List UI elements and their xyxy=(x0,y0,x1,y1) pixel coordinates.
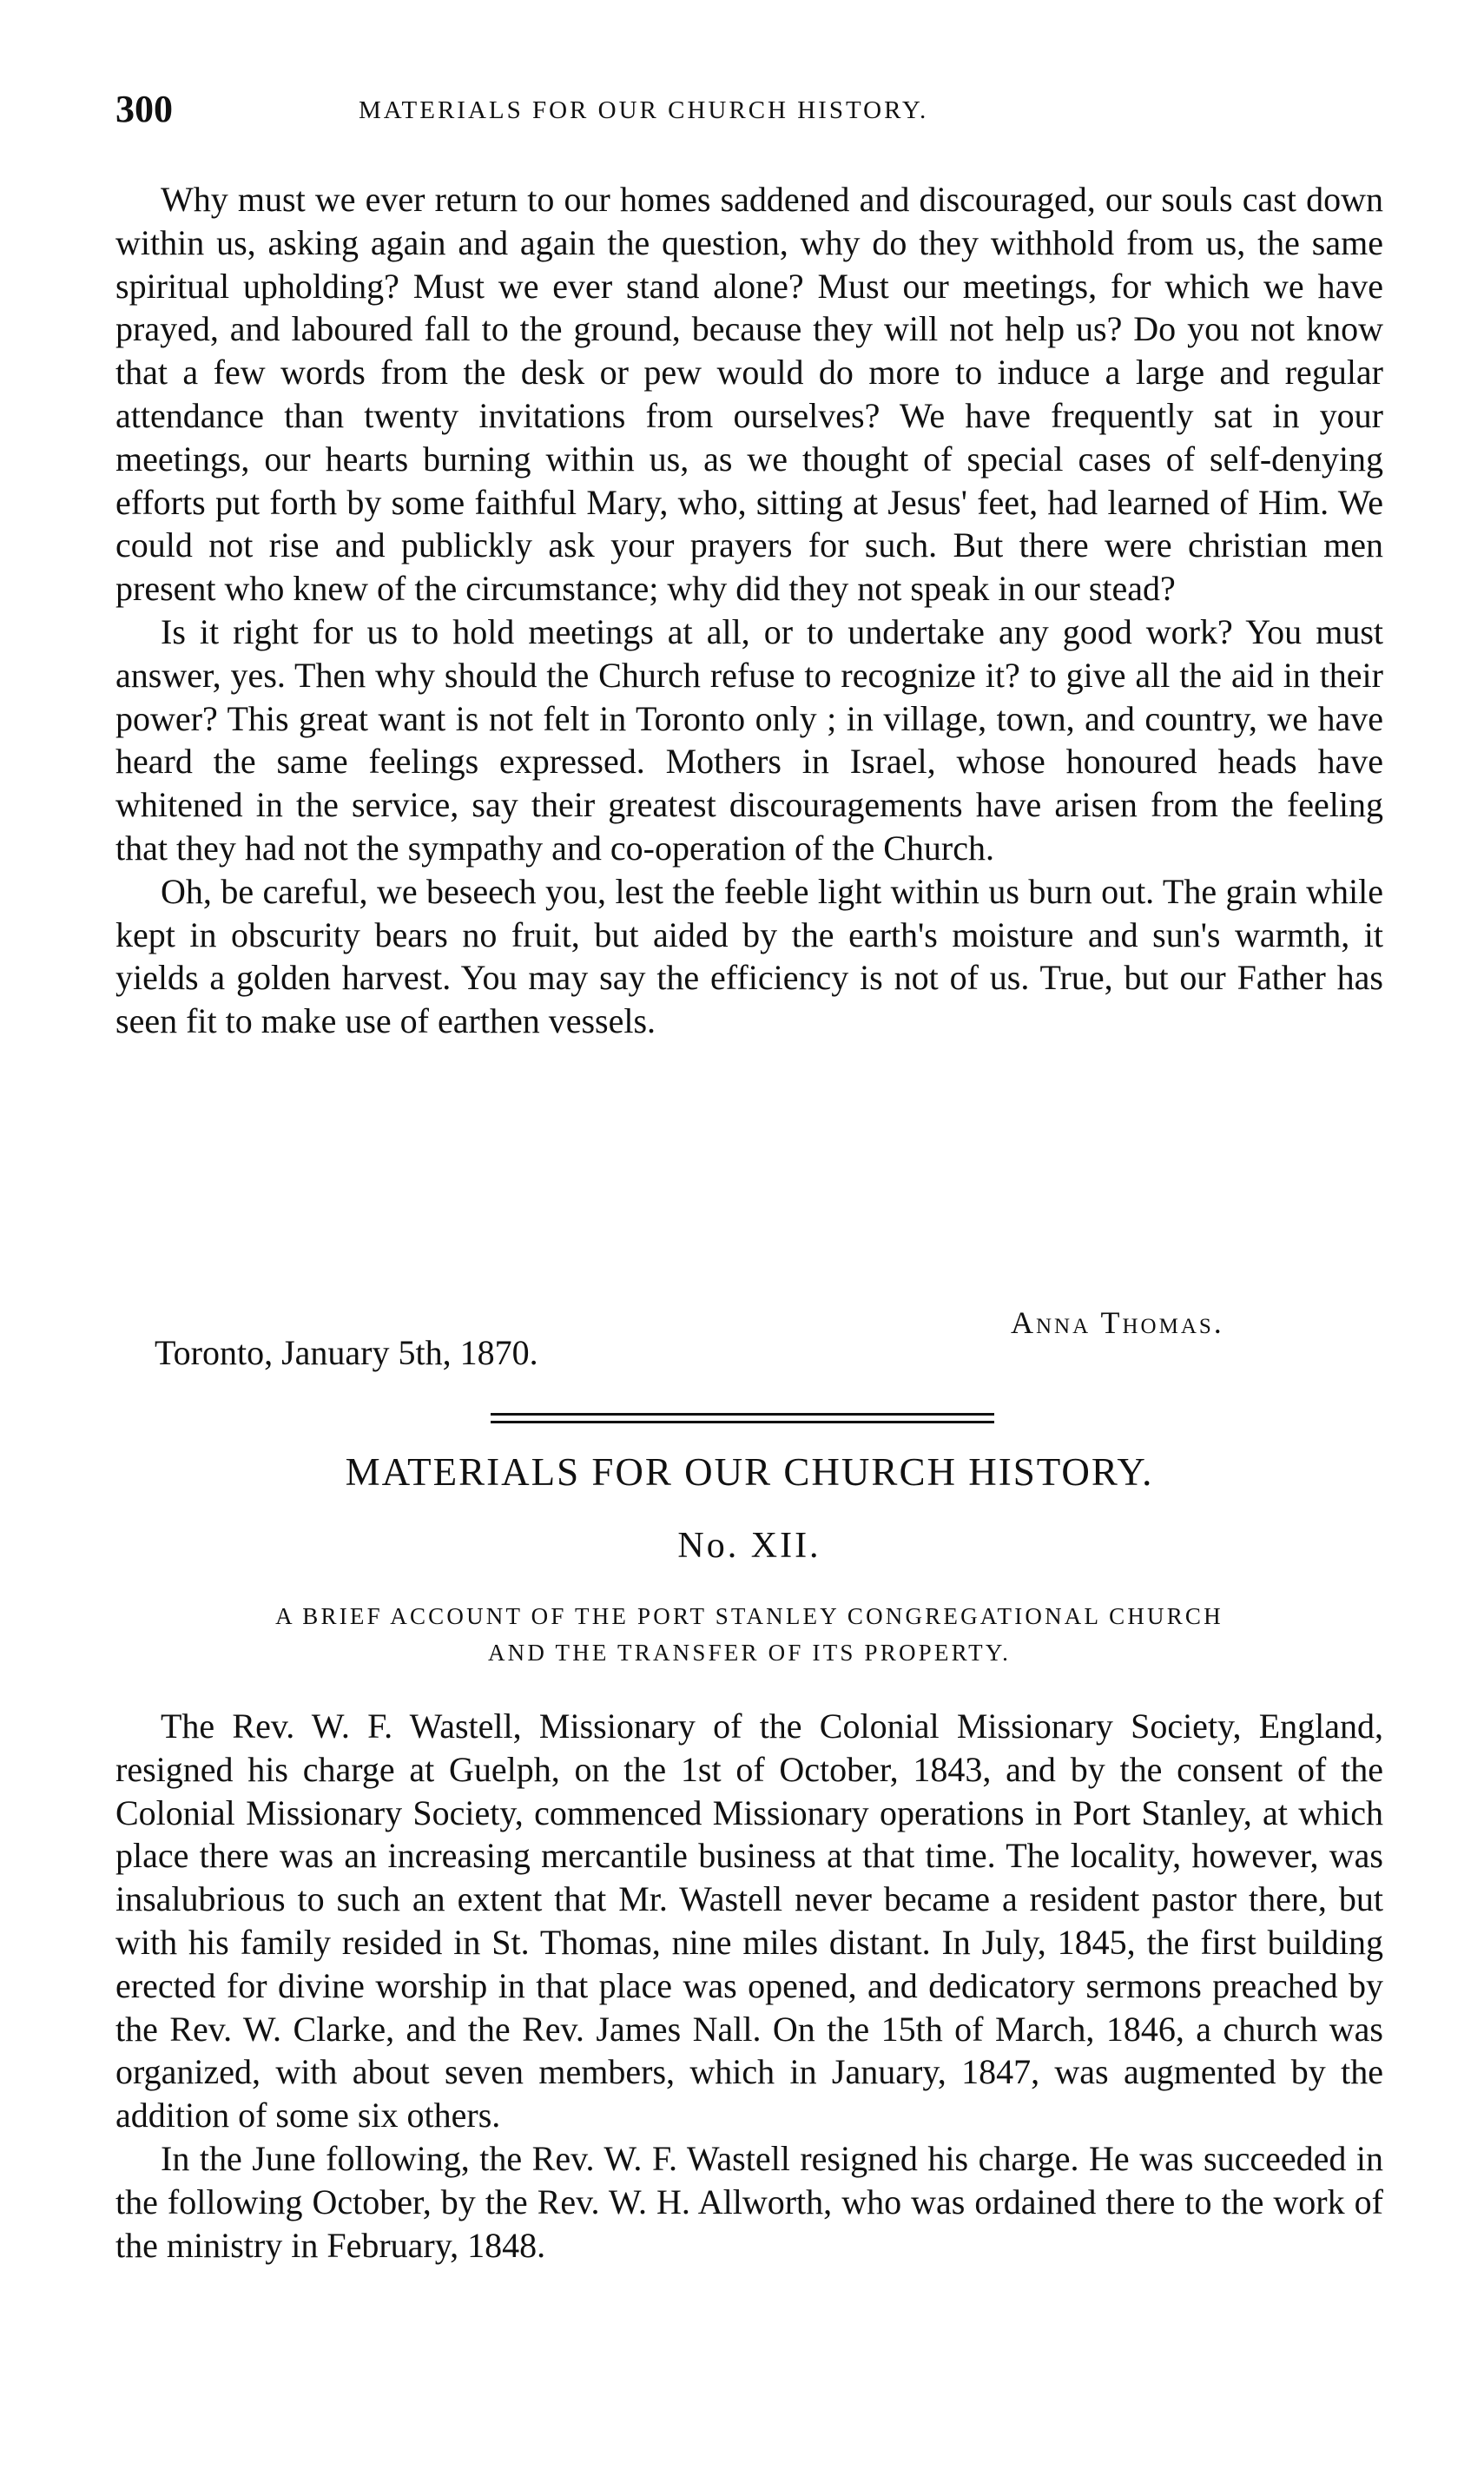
letter-dateline: Toronto, January 5th, 1870. xyxy=(155,1333,538,1372)
letter-paragraph: Oh, be careful, we beseech you, lest the feeble light within us burn out. The grain while kept in obscurity bears no fruit, but aided by the earth's moisture and sun's warmth, it yields a golden harvest. You may say the efficiency is not of us. True, but our Father has seen fit to make use of earthen vessels. xyxy=(115,871,1383,1041)
letter-paragraph: Is it right for us to hold meetings at all, or to undertake any good work? You must answer, yes. Then why should the Church refuse to recognize it? to give all the aid in their power? This great want is not felt in Toronto only ; in village, town, and country, we have heard the same feelings expressed. Mothers in Israel, whose honoured heads have whitened in the service, say their greatest discouragements have arisen from the feeling that they had not the sympathy and co-operation of the Church. xyxy=(115,611,1383,868)
article-subtitle-line: A BRIEF ACCOUNT OF THE PORT STANLEY CONGREGATIONAL CHURCH xyxy=(275,1603,1223,1629)
article-paragraph: The Rev. W. F. Wastell, Missionary of the Colonial Missionary Society, England, resigned his charge at Guelph, on the 1st of October, 1843, and by the consent of the Colonial Missionary Society, commenced Missionary operations in Port Stanley, at which place there was an increasing mercantile business at that time. The locality, however, was insalubrious to such an extent that Mr. Wastell never became a resident pastor there, but with his family resided in St. Thomas, nine miles distant. In July, 1845, the first building erected for divine worship in that place was opened, and dedicatory sermons preached by the Rev. W. Clarke, and the Rev. James Nall. On the 15th of March, 1846, a church was organized, with about seven members, which in January, 1847, was augmented by the addition of some six others. xyxy=(115,1706,1383,2135)
letter-body xyxy=(115,178,1383,1043)
section-divider xyxy=(491,1411,994,1425)
page-number: 300 xyxy=(115,88,173,130)
divider-line-bottom xyxy=(491,1421,994,1423)
article-body xyxy=(115,1705,1383,2267)
article-subtitle xyxy=(115,1598,1383,1671)
article-number: No. XII. xyxy=(677,1526,821,1566)
divider-line-top xyxy=(491,1413,994,1416)
article-paragraph: In the June following, the Rev. W. F. Wastell resigned his charge. He was succeeded in the following October, by the Rev. W. H. Allworth, who was ordained there to the work of the ministry in February, 1848. xyxy=(115,2138,1383,2265)
letter-signature: Anna Thomas. xyxy=(1011,1305,1224,1340)
letter-paragraph: Why must we ever return to our homes saddened and discouraged, our souls cast down within us, asking again and again the question, why do they withhold from us, the same spiritual upholding? Must we ever stand alone? Must our meetings, for which we have prayed, and laboured fall to the ground, because they will not help us? Do you not know that a few words from the desk or pew would do more to induce a large and regular attendance than twenty invitations from ourselves? We have frequently sat in your meetings, our hearts burning within us, as we thought of special cases of self-denying efforts put forth by some faithful Mary, who, sitting at Jesus' feet, had learned of Him. We could not rise and publickly ask your prayers for such. But there were christian men present who knew of the circumstance; why did they not speak in our stead? xyxy=(115,180,1383,609)
running-head xyxy=(115,83,1383,135)
article-title: MATERIALS FOR OUR CHURCH HISTORY. xyxy=(345,1450,1154,1494)
article-subtitle-line: AND THE TRANSFER OF ITS PROPERTY. xyxy=(487,1640,1012,1666)
running-title: MATERIALS FOR OUR CHURCH HISTORY. xyxy=(359,96,929,124)
